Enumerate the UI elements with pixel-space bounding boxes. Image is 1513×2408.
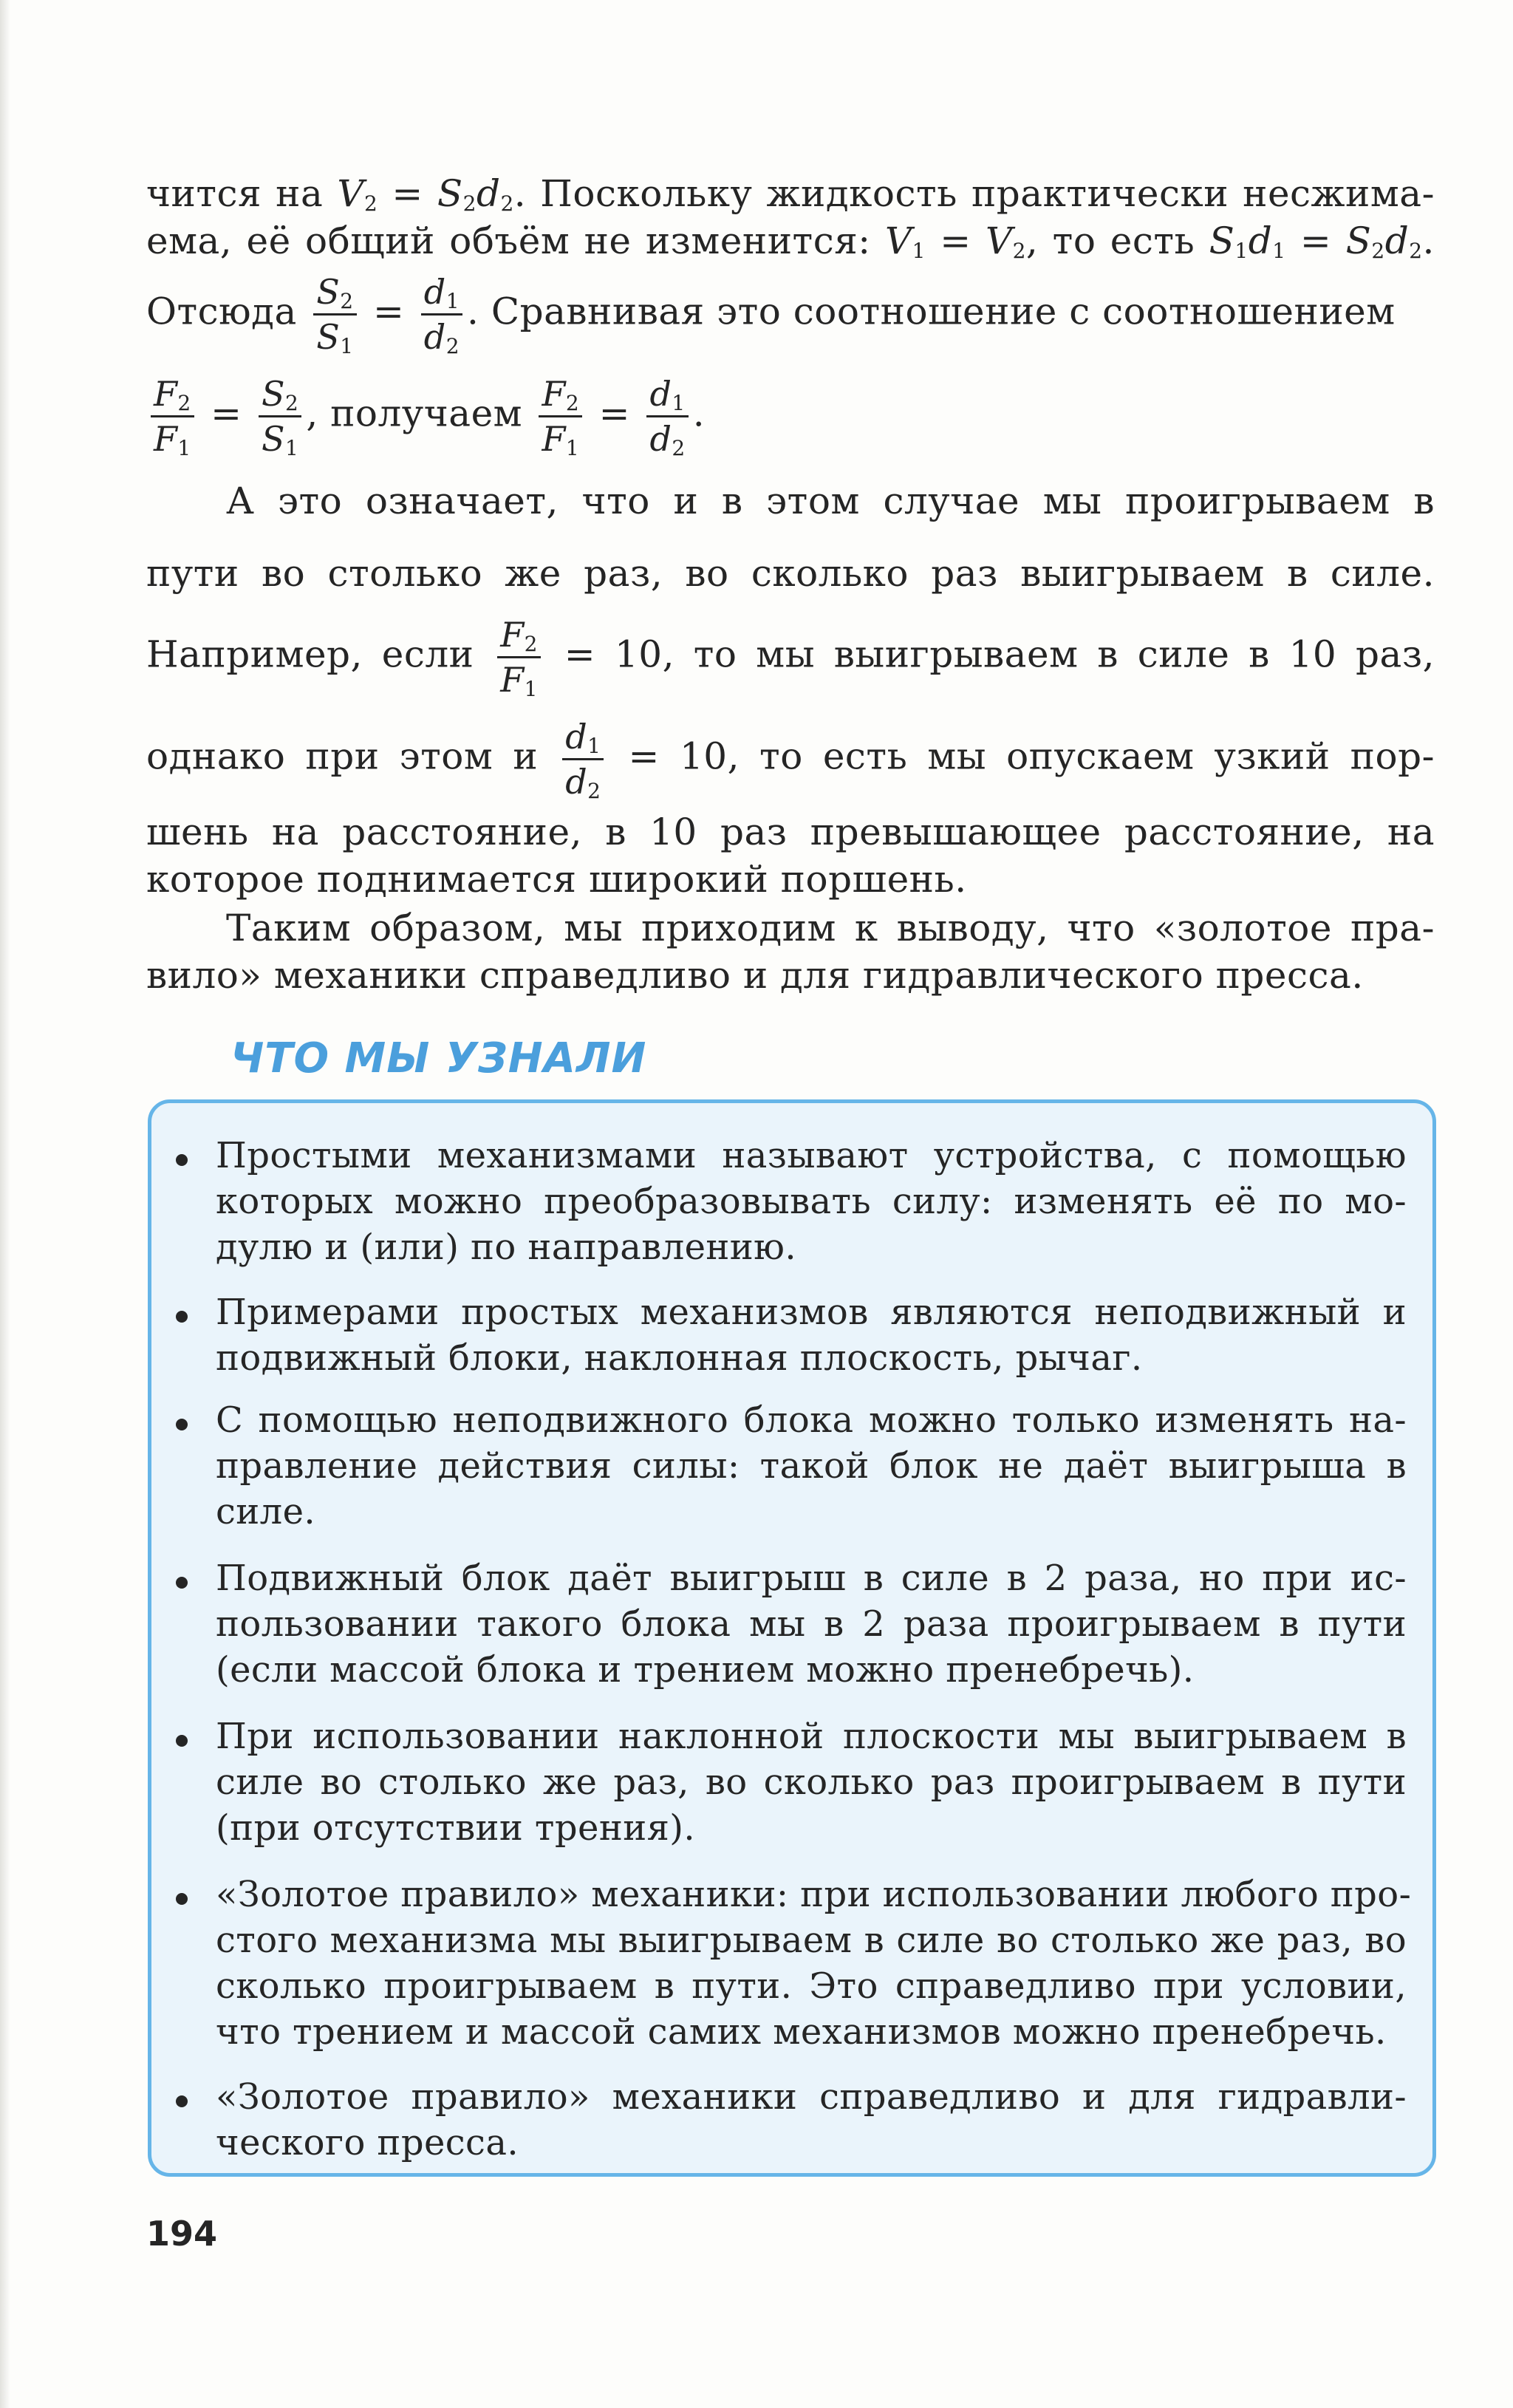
summary-item-2-line-1: Примерами простых механизмов являются неподвижный и [216, 1292, 1407, 1333]
summary-item-3-line-1: С помощью неподвижного блока можно только изменять на- [216, 1399, 1407, 1441]
summary-item-6-line-4: что трением и массой самих механизмов можно пренебречь. [216, 2011, 1387, 2053]
summary-item-1-line-3: дулю и (или) по направлению. [216, 1227, 797, 1268]
para1-line3: Отсюда $\frac{S_2}{S_1}$ = $\frac{d_1}{d_2}$ . Сравнивая это соотношение с соотношением [146, 272, 1396, 358]
bullet-dot [176, 1311, 188, 1323]
fraction-s2-s1: $\frac{S_2}{S_1}$ [259, 377, 301, 456]
summary-item-7-line-2: ческого пресса. [216, 2122, 519, 2163]
para1-line4: $\frac{F_2}{F_1}$ = $\frac{S_2}{S_1}$ , получаем $\frac{F_2}{F_1}$ = $\frac{d_1}{d_2}$ . [146, 377, 1435, 456]
para3-line2: вило» механики справедливо и для гидравлического пресса. [146, 954, 1364, 997]
summary-item-4-line-2: пользовании такого блока мы в 2 раза проигрываем в пути [216, 1603, 1407, 1645]
page-edge-shadow [0, 0, 10, 2408]
summary-item-4-line-1: Подвижный блок даёт выигрыш в силе в 2 раза, но при ис- [216, 1558, 1407, 1599]
summary-item-6-line-1: «Золотое правило» механики: при использовании любого про- [216, 1874, 1412, 1915]
summary-item-6-line-3: сколько проигрываем в пути. Это справедливо при условии, [216, 1965, 1407, 2007]
summary-heading: ЧТО МЫ УЗНАЛИ [230, 1034, 647, 1082]
summary-item-1-line-2: которых можно преобразовывать силу: изменять её по мо- [216, 1181, 1407, 1222]
formula-s1d1-eq-s2d2: $S_1d_1 = S_2d_2$ [1209, 219, 1423, 263]
para1-line2: ема, её общий объём не изменится: $V_1 = V_2$, то есть $S_1d_1 = S_2d_2$. [146, 219, 1435, 263]
para2-line3: Например, если $\frac{F_2}{F_1}$ = 10, то мы выигрываем в силе в 10 раз, [146, 615, 1435, 701]
fraction-d1-d2: $\frac{d_1}{d_2}$ [646, 377, 688, 456]
para2-line5: шень на расстояние, в 10 раз превышающее расстояние, на [146, 811, 1435, 853]
para1-line1: чится на $V_2 = S_2d_2$. Поскольку жидкость практически несжима- [146, 172, 1435, 216]
bullet-dot [176, 1735, 188, 1747]
summary-item-4-line-3: (если массой блока и трением можно пренебречь). [216, 1649, 1195, 1691]
summary-item-2-line-2: подвижный блоки, наклонная плоскость, рычаг. [216, 1337, 1143, 1379]
summary-item-1-line-1: Простыми механизмами называют устройства, с помощью [216, 1135, 1407, 1176]
page-number: 194 [146, 2214, 218, 2254]
fraction-f2-f1: $\frac{F_2}{F_1}$ [539, 377, 582, 456]
summary-item-6-line-2: стого механизма мы выигрываем в силе во столько же раз, во [216, 1920, 1407, 1961]
bullet-dot [176, 1577, 188, 1589]
summary-item-7-line-1: «Золотое правило» механики справедливо и для гидравли- [216, 2076, 1407, 2118]
para2-line6: которое поднимается широкий поршень. [146, 858, 967, 901]
para2-line4: однако при этом и $\frac{d_1}{d_2}$ = 10, то есть мы опускаем узкий пор- [146, 717, 1435, 803]
formula-v2: $V_2 = S_2d_2$ [337, 172, 514, 216]
fraction-f2-f1: $\frac{F_2}{F_1}$ [497, 618, 541, 697]
fraction-d1-d2: $\frac{d_1}{d_2}$ [562, 720, 604, 799]
bullet-dot [176, 1893, 188, 1905]
bullet-dot [176, 1419, 188, 1430]
summary-item-3-line-2: правление действия силы: такой блок не даёт выигрыша в [216, 1445, 1407, 1487]
fraction-f2-f1: $\frac{F_2}{F_1}$ [151, 377, 194, 456]
summary-item-3-line-3: силе. [216, 1491, 316, 1532]
fraction-d1-d2: $\frac{d_1}{d_2}$ [421, 275, 462, 354]
summary-item-5-line-1: При использовании наклонной плоскости мы выигрываем в [216, 1716, 1407, 1757]
para2-line2: пути во столько же раз, во сколько раз выигрываем в силе. [146, 552, 1435, 595]
summary-item-5-line-3: (при отсутствии трения). [216, 1807, 696, 1849]
summary-item-5-line-2: силе во столько же раз, во сколько раз проигрываем в пути [216, 1761, 1407, 1803]
bullet-dot [176, 2095, 188, 2107]
bullet-dot [176, 1154, 188, 1166]
formula-v1-eq-v2: $V_1 = V_2$ [884, 219, 1026, 263]
fraction-s2-s1: $\frac{S_2}{S_1}$ [313, 275, 356, 354]
para3-line1: Таким образом, мы приходим к выводу, что «золотое пра- [226, 907, 1435, 949]
para2-line1: А это означает, что и в этом случае мы проигрываем в [226, 480, 1435, 522]
